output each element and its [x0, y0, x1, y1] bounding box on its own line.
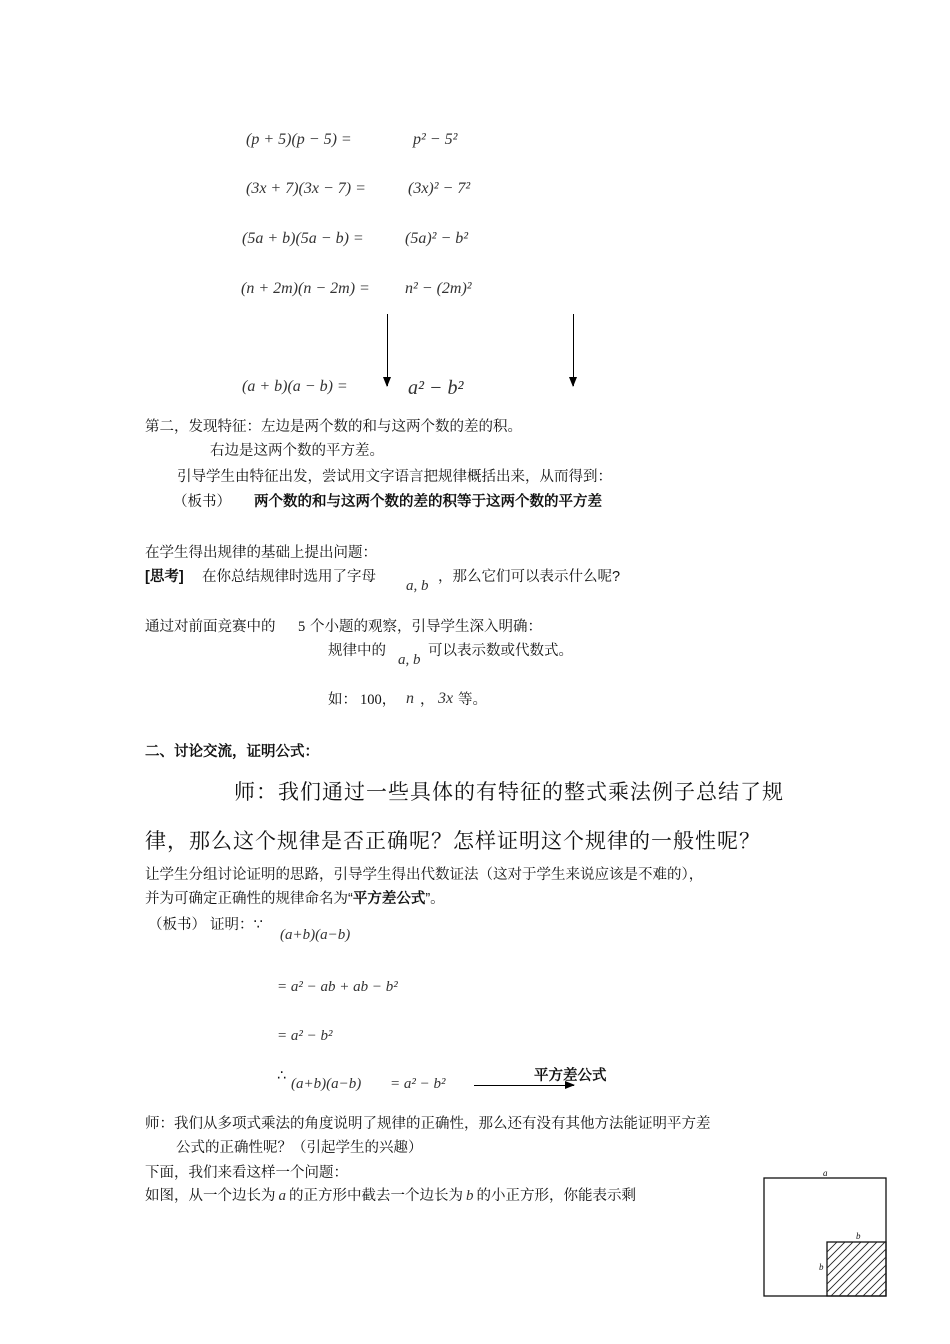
hatching: [775, 1234, 892, 1302]
proof-label: （板书） 证明：∵: [148, 917, 263, 933]
proof-final-right: = a² − b²: [390, 1076, 446, 1092]
example-prefix: 如：: [328, 692, 357, 708]
group-line-1: 让学生分组讨论证明的思路，引导学生得出代数证法（这对于学生来说应该是不难的），: [145, 867, 704, 883]
general-formula-left: (a + b)(a − b) =: [242, 378, 348, 395]
arrow-label: 平方差公式: [534, 1068, 607, 1084]
example-separator: ，: [420, 692, 435, 708]
example-n: n: [406, 690, 414, 707]
formula-name: 平方差公式: [352, 891, 426, 907]
feature-line-2: 右边是这两个数的平方差。: [210, 443, 384, 459]
example-1-left: (p + 5)(p − 5) =: [246, 131, 352, 148]
question-text-after: ，那么它们可以表示什么呢?: [438, 569, 621, 585]
board-label: （板书）: [173, 494, 231, 510]
closing-line-1: 师：我们从多项式乘法的角度说明了规律的正确性，那么还有没有其他方法能证明平方差: [145, 1116, 711, 1132]
group-line-2-before: 并为可确定正确性的规律命名为“: [145, 891, 353, 907]
proof-step-1: = a² − ab + ab − b²: [277, 979, 398, 995]
var-b: b: [466, 1188, 474, 1204]
closing-line-4b: 的正方形中截去一个边长为: [289, 1188, 463, 1204]
board-rule: 两个数的和与这两个数的差的积等于这两个数的平方差: [254, 494, 602, 510]
feature-line-1: 第二，发现特征：左边是两个数的和与这两个数的差的积。: [145, 419, 522, 435]
rule-letters: a, b: [398, 652, 421, 668]
teacher-line-1: 师：我们通过一些具体的有特征的整式乘法例子总结了规: [234, 780, 784, 804]
closing-line-4: [145, 1186, 636, 1206]
label-inner-left-b: b: [819, 1262, 824, 1272]
var-a: a: [278, 1188, 286, 1204]
proof-step-2: = a² − b²: [277, 1028, 333, 1044]
example-1-right: p² − 5²: [413, 131, 458, 148]
observe-before: 通过对前面竞赛中的: [145, 619, 276, 635]
therefore-symbol: ∴: [277, 1068, 287, 1084]
example-2-right: (3x)² − 7²: [408, 180, 471, 197]
example-4-left: (n + 2m)(n − 2m) =: [241, 280, 370, 297]
example-3-right: (5a)² − b²: [405, 230, 469, 247]
example-suffix: 等。: [458, 692, 487, 708]
closing-line-4c: 的小正方形，你能表示剩: [476, 1188, 636, 1204]
closing-line-3: 下面，我们来看这样一个问题：: [145, 1165, 348, 1181]
proof-step-0: (a+b)(a−b): [280, 927, 351, 943]
observe-after: 个小题的观察，引导学生深入明确：: [310, 619, 542, 635]
down-arrow-right: [573, 314, 574, 386]
question-intro: 在学生得出规律的基础上提出问题：: [145, 545, 377, 561]
example-3-left: (5a + b)(5a − b) =: [242, 230, 364, 247]
down-arrow-left: [387, 314, 388, 386]
think-tag: [思考]: [145, 569, 184, 585]
example-3x: 3x: [438, 690, 454, 707]
example-4-right: n² − (2m)²: [405, 280, 472, 297]
closing-line-4a: 如图，从一个边长为: [145, 1188, 276, 1204]
example-number: 100，: [360, 692, 397, 708]
group-line-2: [145, 889, 445, 909]
square-figure: [760, 1170, 892, 1302]
observe-count: 5: [298, 619, 306, 635]
rule-before: 规律中的: [328, 643, 386, 659]
general-formula-right: a² − b²: [408, 377, 464, 399]
feature-line-3: 引导学生由特征出发，尝试用文字语言把规律概括出来，从而得到：: [177, 469, 612, 485]
label-inner-top-b: b: [856, 1231, 861, 1241]
question-letters: a, b: [406, 578, 429, 594]
section-2-heading: 二、讨论交流，证明公式：: [145, 744, 319, 760]
label-outer-a: a: [823, 1170, 828, 1178]
closing-line-2: 公式的正确性呢？（引起学生的兴趣）: [176, 1140, 423, 1156]
outer-square: [764, 1178, 886, 1296]
question-text-before: 在你总结规律时选用了字母: [202, 569, 376, 585]
rule-after: 可以表示数或代数式。: [428, 643, 573, 659]
example-2-left: (3x + 7)(3x − 7) =: [246, 180, 366, 197]
proof-final-left: (a+b)(a−b): [291, 1076, 362, 1092]
teacher-line-2: 律，那么这个规律是否正确呢？怎样证明这个规律的一般性呢？: [145, 829, 761, 853]
group-line-2-after: ”。: [425, 891, 445, 907]
